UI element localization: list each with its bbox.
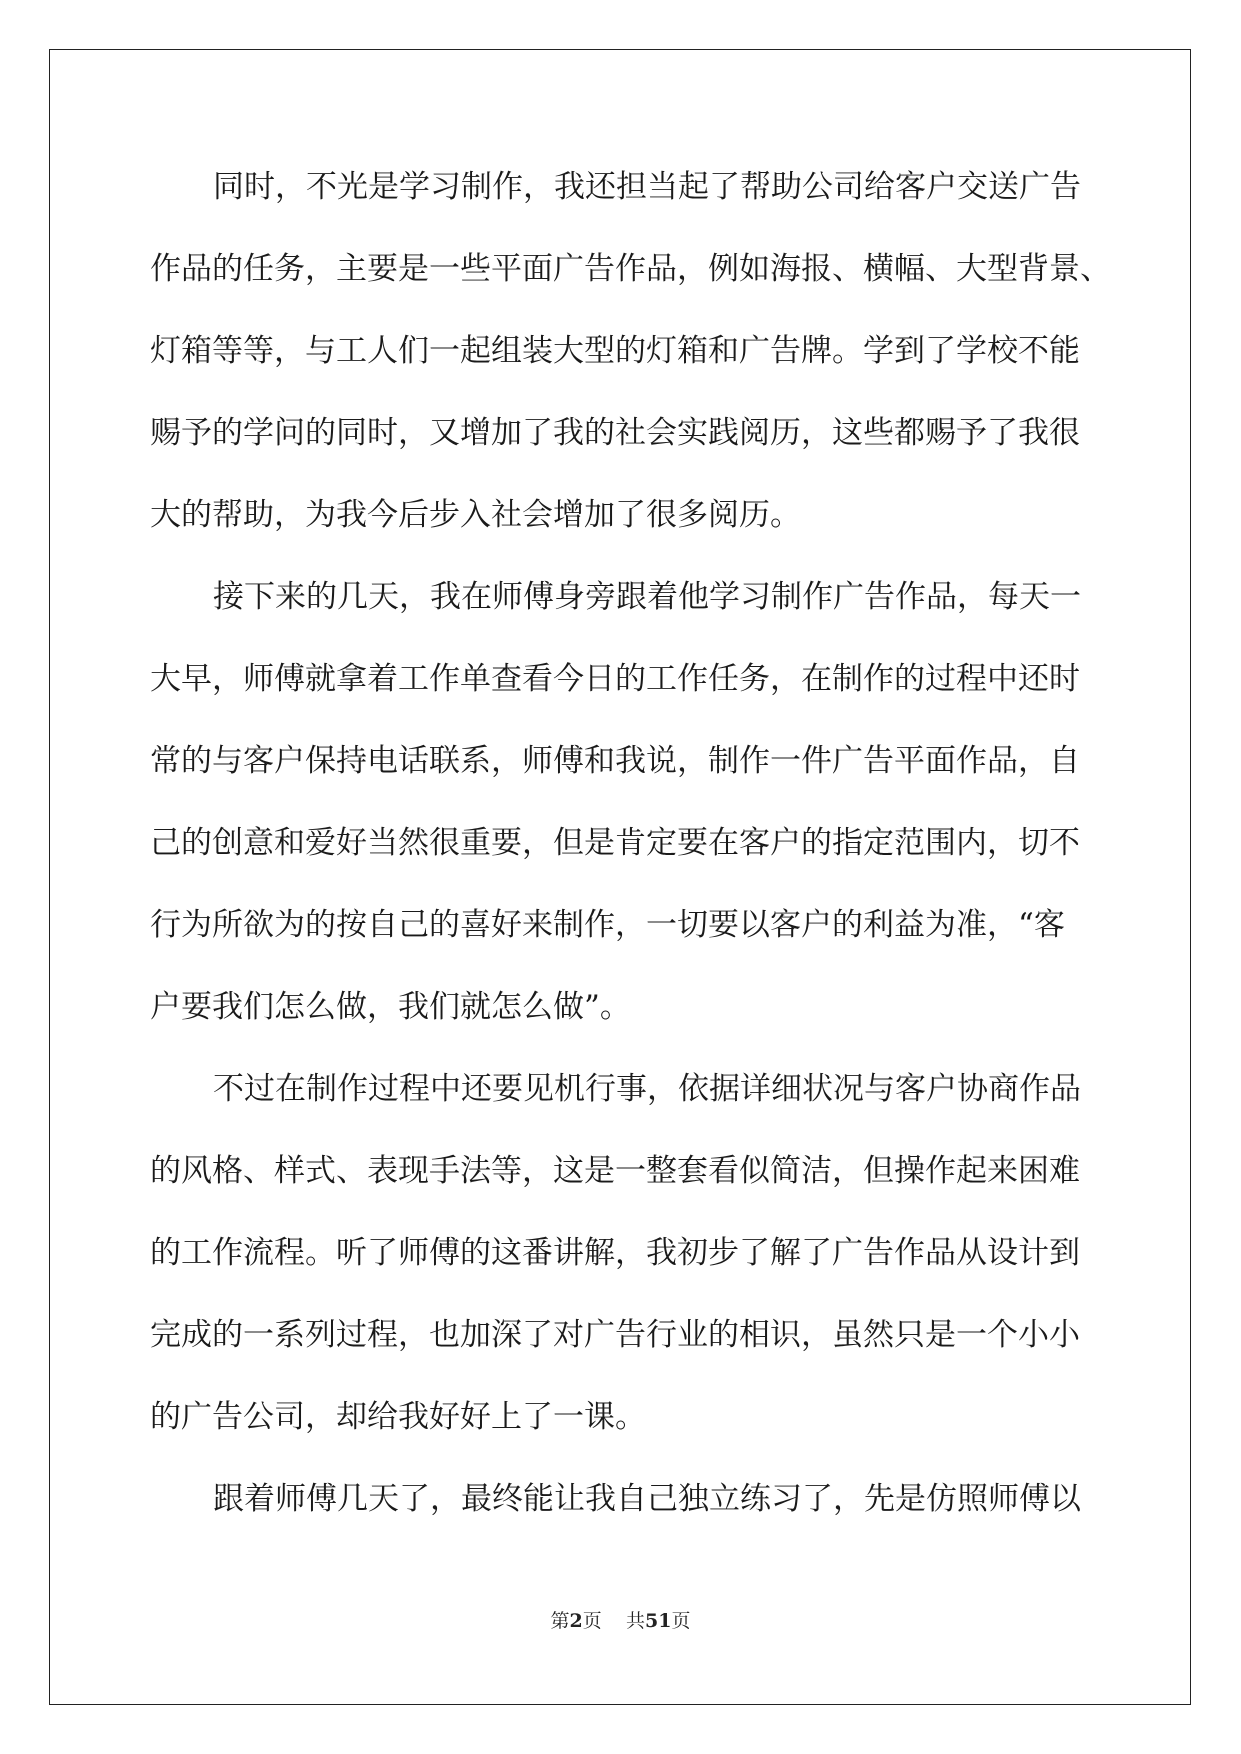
total-pages: 51	[644, 1610, 672, 1632]
text-line: 常的与客户保持电话联系，师傅和我说，制作一件广告平面作品，自	[150, 743, 1080, 779]
total-prefix: 共	[625, 1610, 645, 1632]
page-suffix: 页	[582, 1610, 602, 1632]
text-line: 完成的一系列过程，也加深了对广告行业的相识，虽然只是一个小小	[150, 1317, 1080, 1353]
text-line: 跟着师傅几天了，最终能让我自己独立练习了，先是仿照师傅以	[213, 1481, 1081, 1517]
text-line: 行为所欲为的按自己的喜好来制作，一切要以客户的利益为准，“客	[150, 907, 1065, 943]
document-body	[150, 158, 1111, 1552]
total-suffix: 页	[671, 1610, 691, 1632]
page-prefix: 第	[550, 1610, 570, 1632]
text-line: 接下来的几天，我在师傅身旁跟着他学习制作广告作品，每天一	[213, 579, 1081, 615]
text-line: 不过在制作过程中还要见机行事，依据详细状况与客户协商作品	[213, 1071, 1081, 1107]
text-line: 的风格、样式、表现手法等，这是一整套看似简洁，但操作起来困难	[150, 1153, 1080, 1189]
text-line: 大早，师傅就拿着工作单查看今日的工作任务，在制作的过程中还时	[150, 661, 1080, 697]
text-line: 作品的任务，主要是一些平面广告作品，例如海报、横幅、大型背景、	[150, 251, 1111, 287]
text-line: 赐予的学问的同时，又增加了我的社会实践阅历，这些都赐予了我很	[150, 415, 1080, 451]
text-line: 的广告公司，却给我好好上了一课。	[150, 1399, 646, 1435]
text-line: 户要我们怎么做，我们就怎么做”。	[150, 989, 631, 1025]
page-number: 2	[569, 1610, 583, 1632]
text-line: 己的创意和爱好当然很重要，但是肯定要在客户的指定范围内，切不	[150, 825, 1080, 861]
text-line: 灯箱等等，与工人们一起组装大型的灯箱和广告牌。学到了学校不能	[150, 333, 1080, 369]
text-line: 同时，不光是学习制作，我还担当起了帮助公司给客户交送广告	[213, 169, 1081, 205]
text-line: 大的帮助，为我今后步入社会增加了很多阅历。	[150, 497, 801, 533]
page-footer	[0, 1606, 1241, 1633]
text-line: 的工作流程。听了师傅的这番讲解，我初步了解了广告作品从设计到	[150, 1235, 1080, 1271]
